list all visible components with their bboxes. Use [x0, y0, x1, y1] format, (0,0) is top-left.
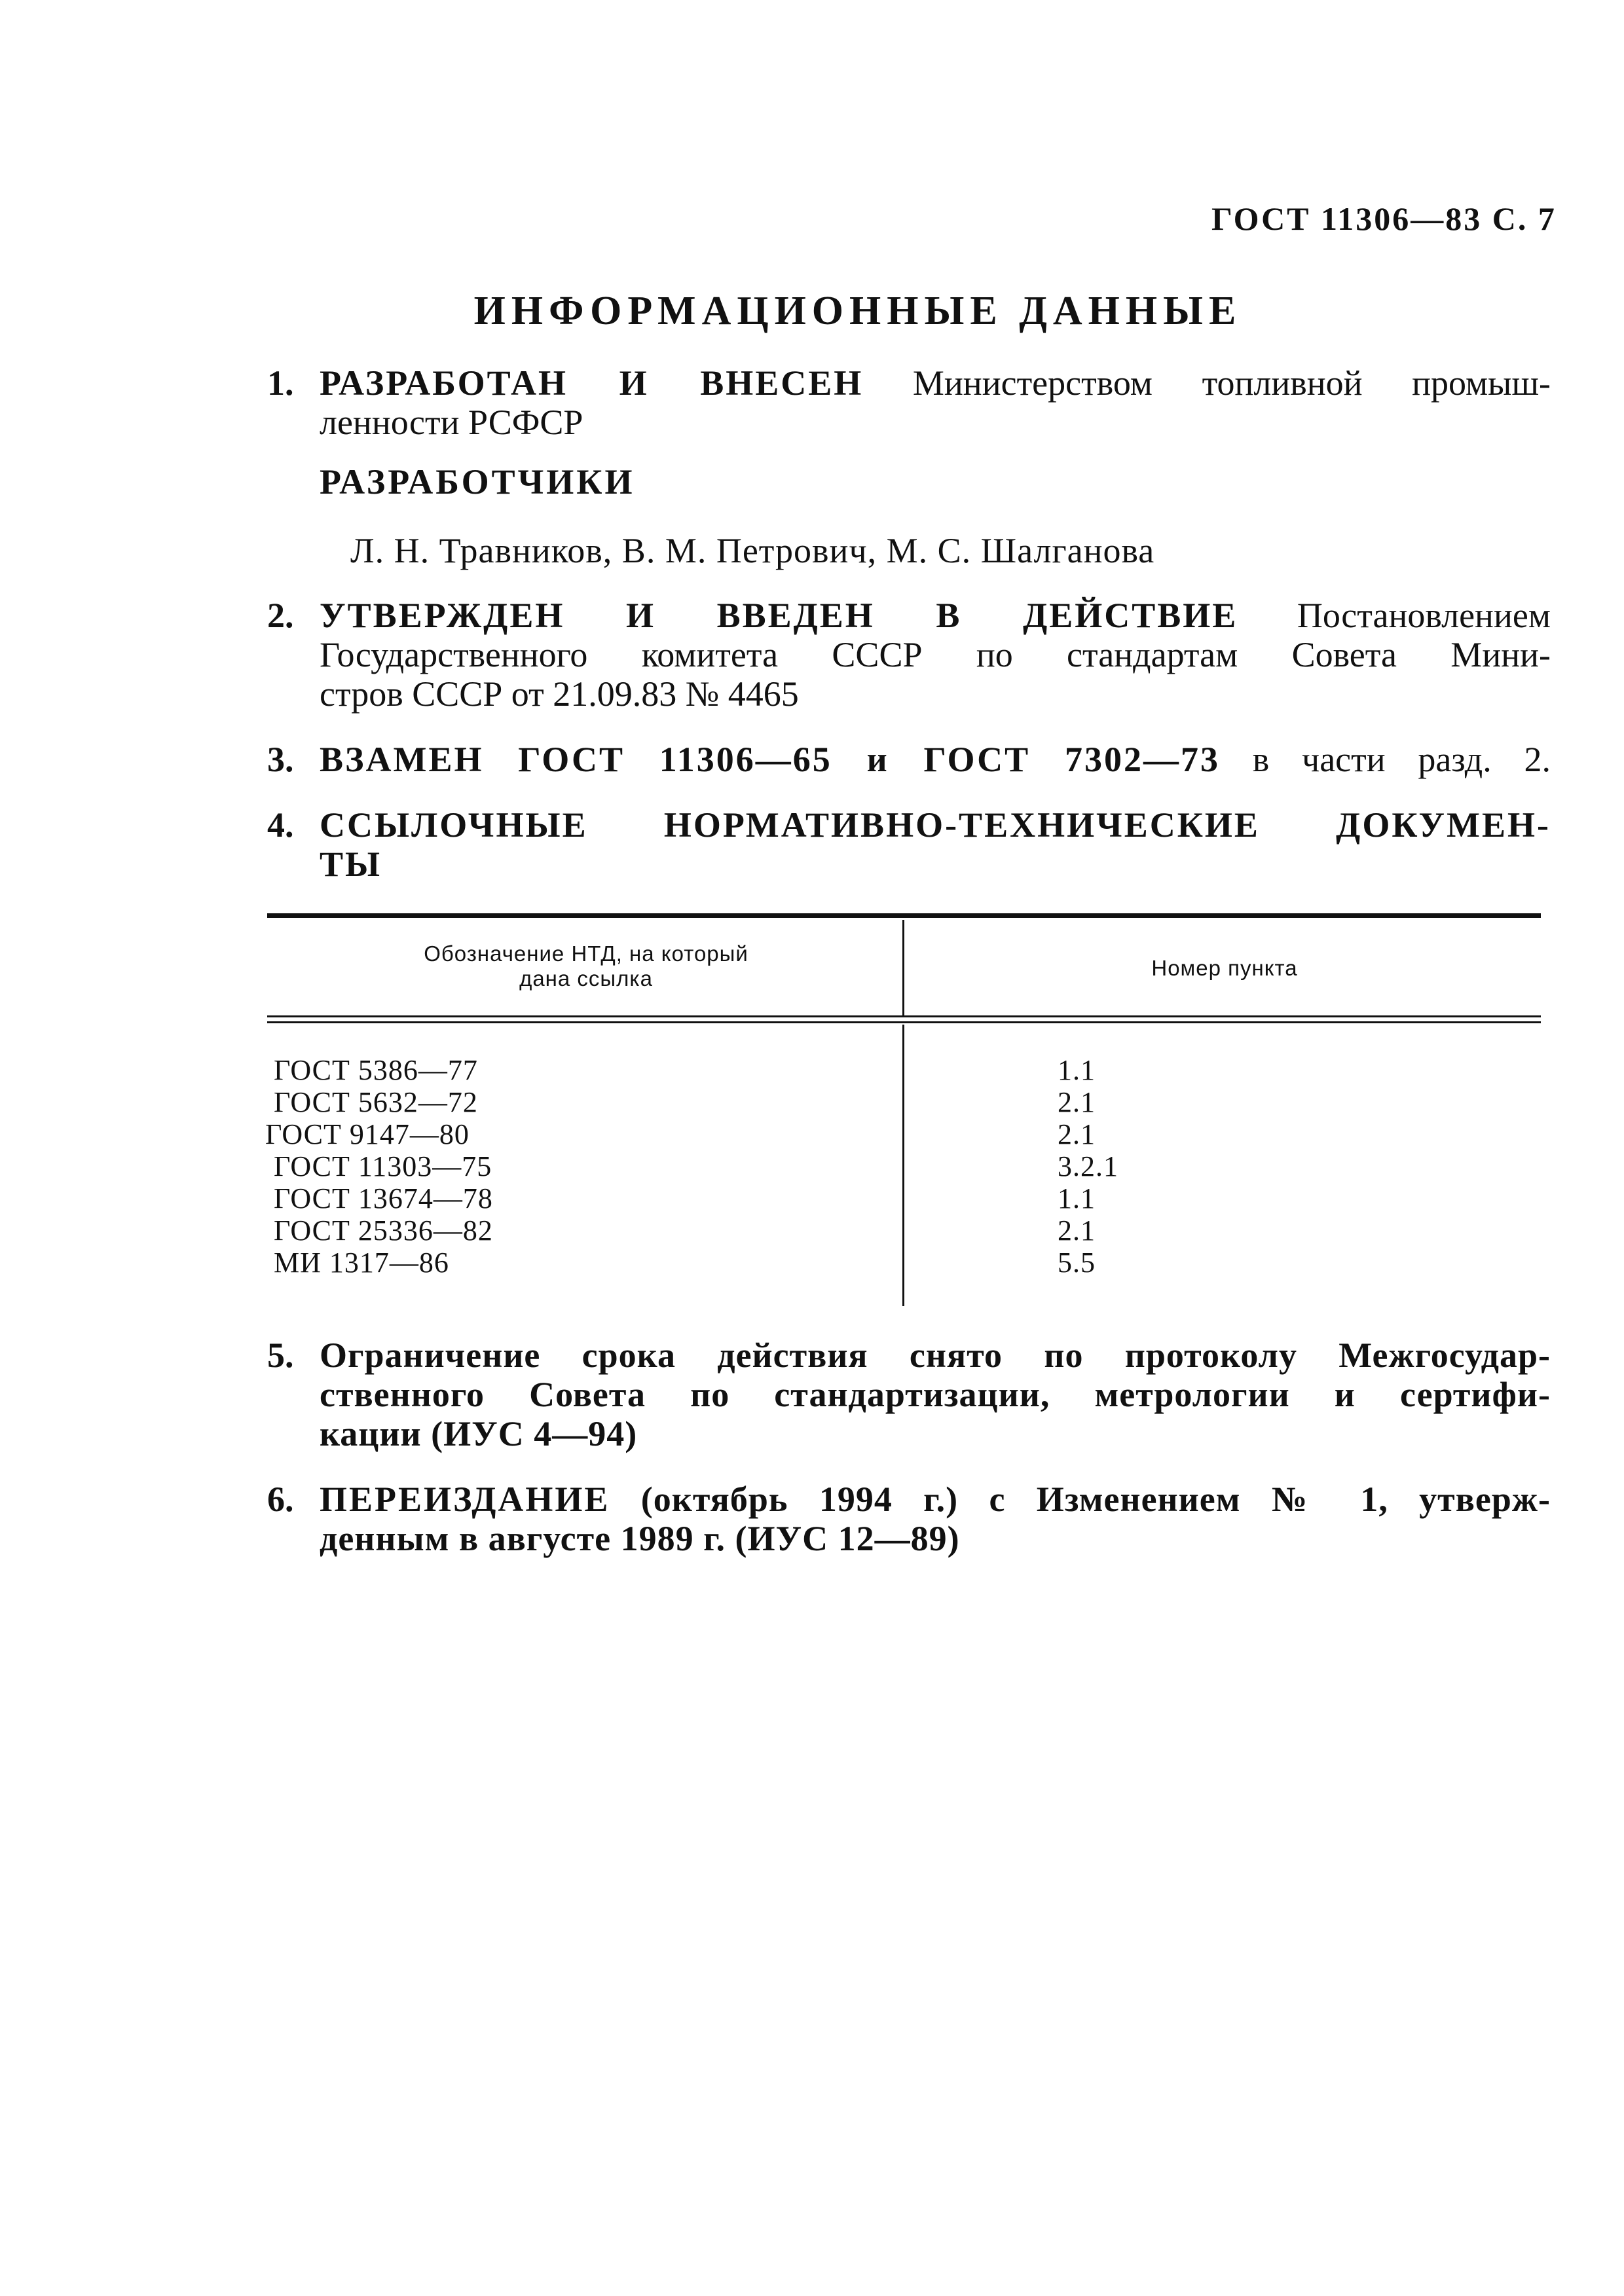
table-cell-doc: ГОСТ 13674—78 — [274, 1182, 493, 1214]
table-cell-clause: 1.1 — [1058, 1182, 1096, 1214]
table-top-rule — [267, 913, 1541, 918]
item-number: 4. — [267, 805, 294, 845]
item-text: (октябрь 1994 г.) с Изменением № 1, утверж- — [640, 1480, 1551, 1519]
table-cell-clause: 2.1 — [1058, 1118, 1096, 1150]
table-cell-clause: 1.1 — [1058, 1054, 1096, 1086]
item-lead: ССЫЛОЧНЫЕ НОРМАТИВНО-ТЕХНИЧЕСКИЕ ДОКУМЕН- — [320, 805, 1551, 845]
developers-list: Л. Н. Травников, В. М. Петрович, М. С. Шалганова — [350, 531, 1155, 570]
table-cell-doc: ГОСТ 5386—77 — [274, 1054, 478, 1086]
item-lead: РАЗРАБОТАН И ВНЕСЕН — [320, 363, 864, 403]
item-number: 2. — [267, 596, 294, 635]
table-cell-doc: МИ 1317—86 — [274, 1247, 449, 1279]
item-lead: УТВЕРЖДЕН И ВВЕДЕН В ДЕЙСТВИЕ — [320, 596, 1238, 635]
table-header-clause: Номер пункта — [1151, 956, 1298, 980]
item-line: кации (ИУС 4—94) — [320, 1414, 638, 1453]
table-cell-doc: ГОСТ 25336—82 — [274, 1214, 493, 1247]
table-header-divider — [902, 920, 904, 1015]
table-header-rule — [267, 1015, 1541, 1017]
item-lead: ПЕРЕИЗДАНИЕ — [320, 1480, 610, 1519]
item-line: ственного Совета по стандартизации, метрологии и сертифи- — [320, 1375, 1551, 1414]
document-reference: ГОСТ 11306—83 С. 7 — [1211, 200, 1557, 237]
developers-heading: РАЗРАБОТЧИКИ — [320, 462, 635, 501]
item-text: в части разд. 2. — [1252, 740, 1551, 779]
item-line — [320, 1480, 1551, 1519]
item-line: ленности РСФСР — [320, 403, 583, 442]
table-cell-clause: 5.5 — [1058, 1247, 1096, 1279]
item-number: 5. — [267, 1336, 294, 1375]
item-lead: ТЫ — [320, 845, 382, 884]
item-line — [320, 363, 1551, 403]
table-cell-clause: 3.2.1 — [1058, 1150, 1118, 1182]
item-line — [320, 596, 1551, 635]
item-lead: ВЗАМЕН ГОСТ 11306—65 и ГОСТ 7302—73 — [320, 740, 1220, 779]
item-line: Ограничение срока действия снято по протоколу Межгосудар- — [320, 1336, 1551, 1375]
table-cell-clause: 2.1 — [1058, 1214, 1096, 1247]
item-line: стров СССР от 21.09.83 № 4465 — [320, 674, 799, 714]
page-title: ИНФОРМАЦИОННЫЕ ДАННЫЕ — [473, 289, 1242, 333]
item-text: Министерством топливной промыш- — [912, 363, 1551, 403]
table-header-rule — [267, 1021, 1541, 1023]
item-number: 3. — [267, 740, 294, 779]
table-cell-doc: ГОСТ 5632—72 — [274, 1086, 478, 1118]
item-line — [320, 740, 1551, 779]
table-body-divider — [902, 1025, 904, 1306]
table-cell-clause: 2.1 — [1058, 1086, 1096, 1118]
item-line: денным в августе 1989 г. (ИУС 12—89) — [320, 1519, 960, 1558]
item-line: Государственного комитета СССР по стандартам Совета Мини- — [320, 635, 1551, 674]
table-cell-doc: ГОСТ 11303—75 — [274, 1150, 492, 1182]
table-header-designation: Обозначение НТД, на который дана ссылка — [424, 941, 748, 991]
table-cell-doc: ГОСТ 9147—80 — [265, 1118, 470, 1150]
item-number: 6. — [267, 1480, 294, 1519]
item-number: 1. — [267, 363, 294, 403]
item-text: Постановлением — [1297, 596, 1551, 635]
